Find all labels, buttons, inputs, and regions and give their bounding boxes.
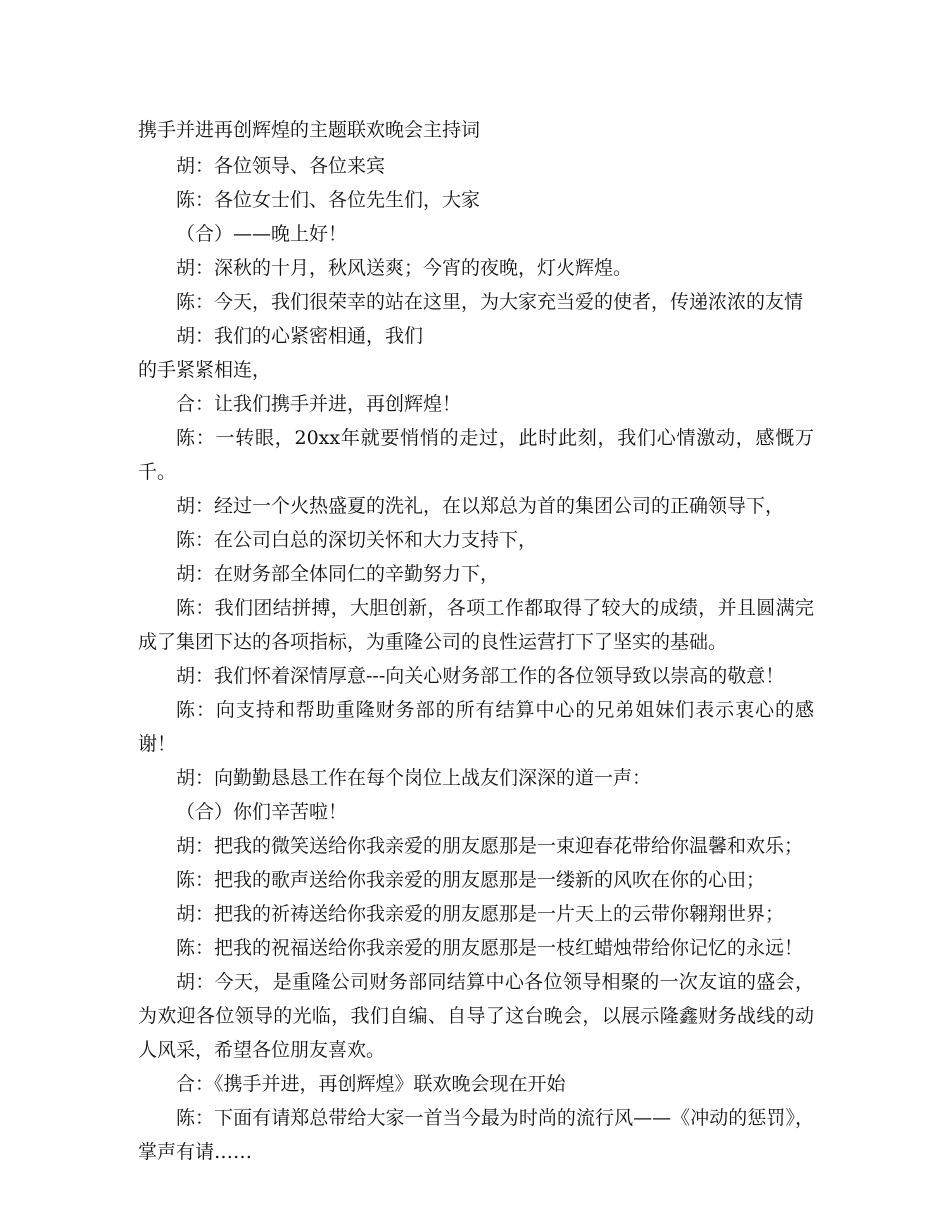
document-title: 携手并进再创辉煌的主题联欢晚会主持词 [138, 119, 481, 141]
paragraph: 陈：各位女士们、各位先生们，大家 [176, 189, 481, 211]
paragraph: 胡：在财务部全体同仁的辛勤努力下， [176, 563, 500, 585]
paragraph: 合：让我们携手并进，再创辉煌！ [176, 393, 462, 415]
paragraph: 胡：今天，是重隆公司财务部同结算中心各位领导相聚的一次友谊的盛会，为欢迎各位领导的光临，我们自编、自导了这台晚会，以展示隆鑫财务战线的动人风采，希望各位朋友喜欢。 [138, 971, 814, 1061]
paragraph: 陈：一转眼，20xx年就要悄悄的走过，此时此刻，我们心情激动，感慨万千。 [138, 427, 814, 483]
paragraph: 陈：我们团结拼搏，大胆创新，各项工作都取得了较大的成绩，并且圆满完成了集团下达的各项指标，为重隆公司的良性运营打下了坚实的基础。 [138, 597, 814, 653]
paragraph: 胡：经过一个火热盛夏的洗礼，在以郑总为首的集团公司的正确领导下， [176, 495, 785, 517]
paragraph: 胡：各位领导、各位来宾 [176, 155, 386, 177]
paragraph: 陈：下面有请郑总带给大家一首当今最为时尚的流行风——《冲动的惩罚》，掌声有请…… [138, 1107, 814, 1163]
paragraph: 陈：向支持和帮助重隆财务部的所有结算中心的兄弟姐妹们表示衷心的感谢！ [138, 699, 814, 755]
paragraph: 胡：把我的微笑送给你我亲爱的朋友愿那是一束迎春花带给你温馨和欢乐； [176, 835, 804, 857]
paragraph: 合：《携手并进，再创辉煌》联欢晚会现在开始 [176, 1073, 566, 1095]
paragraph: 胡：我们的心紧密相通，我们 [176, 325, 424, 347]
paragraph: 胡：深秋的十月，秋风送爽；今宵的夜晚，灯火辉煌。 [176, 257, 633, 279]
document-body [138, 149, 814, 1169]
paragraph: 陈：今天，我们很荣幸的站在这里，为大家充当爱的使者，传递浓浓的友情 [176, 291, 804, 313]
paragraph: 胡：我们怀着深情厚意---向关心财务部工作的各位领导致以崇高的敬意！ [176, 665, 785, 687]
paragraph: 胡：向勤勤恳恳工作在每个岗位上战友们深深的道一声： [176, 767, 652, 789]
paragraph: 陈：把我的祝福送给你我亲爱的朋友愿那是一枝红蜡烛带给你记忆的永远！ [176, 937, 804, 959]
paragraph: （合）你们辛苦啦！ [176, 801, 348, 823]
paragraph: 胡：把我的祈祷送给你我亲爱的朋友愿那是一片天上的云带你翱翔世界； [176, 903, 785, 925]
paragraph: 的手紧紧相连， [138, 359, 272, 381]
paragraph: 陈：在公司白总的深切关怀和大力支持下， [176, 529, 538, 551]
paragraph: （合）——晚上好！ [176, 223, 348, 245]
paragraph: 陈：把我的歌声送给你我亲爱的朋友愿那是一缕新的风吹在你的心田； [176, 869, 766, 891]
